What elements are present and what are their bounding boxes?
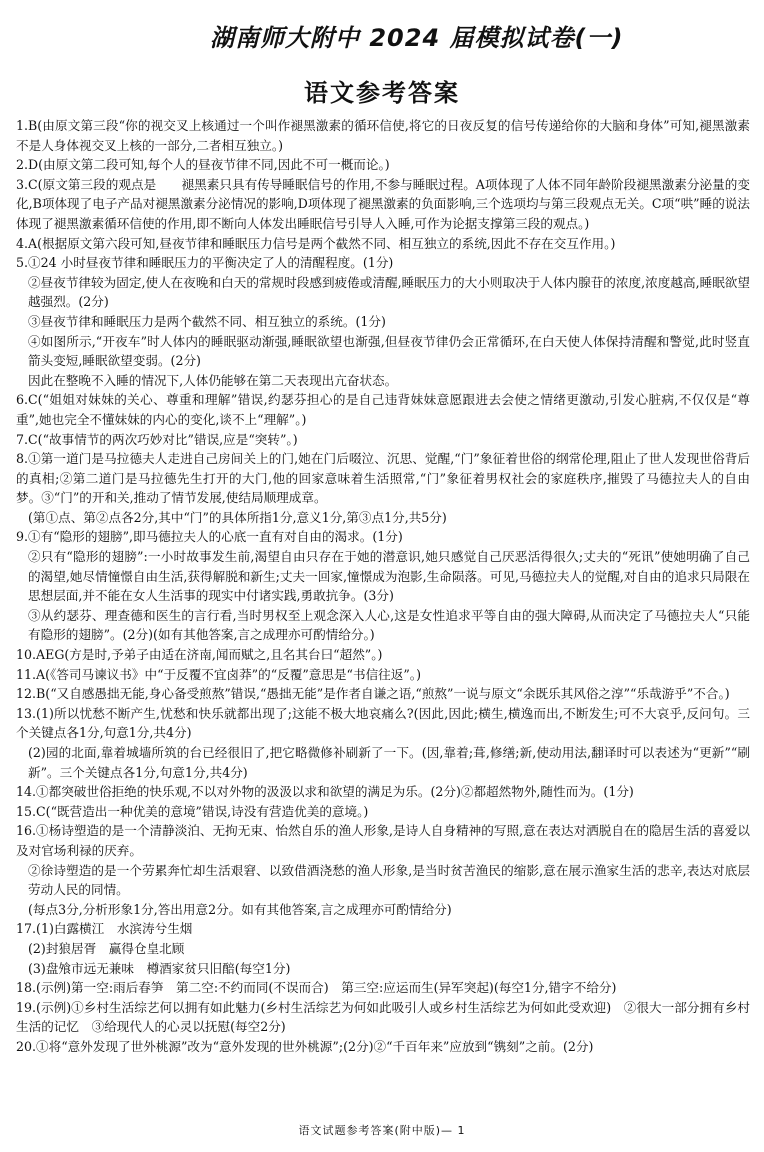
answer-subpoint: ②只有“隐形的翅膀”:一小时故事发生前,渴望自由只存在于她的潜意识,她只感觉自己厌恶活得很久;丈夫的“死讯”使她明确了自己的渴望,她尽情憧憬自由生活,获得解脱和新生;丈夫一回家,憧憬成为泡影,生命陨落。可见,马德拉夫人的觉醒,对自由的追求只局限在思想层面,并不能在女人生活事的现实中付诸实践,勇敢抗争。(3分)	[28, 549, 750, 604]
answer-item-16	[16, 821, 750, 919]
answer-item-11	[16, 665, 750, 685]
answer-item-7	[16, 430, 750, 450]
answer-item-20	[16, 1037, 750, 1057]
answer-subpoint: (第①点、第②点各2分,其中“门”的具体所指1分,意义1分,第③点1分,共5分)	[28, 509, 447, 525]
answer-item-14	[16, 782, 750, 802]
answer-text: 3.C(原文第三段的观点是 褪黑素只具有传导睡眠信号的作用,不参与睡眠过程。A项体现了人体不同年龄阶段褪黑激素分泌量的变化,B项体现了电子产品对褪黑激素分泌情况的影响,D项体现了褪黑激素的负面影响,三个选项均与第三段观点无关。C项“哄”睡的说法体现了褪黑激素循环信使的作用,即不断向人体发出睡眠信号引导人入睡,可作为论据支撑第三段的观点。)	[16, 176, 750, 231]
answer-item-10	[16, 645, 750, 665]
answer-text: 7.C(“故事情节的两次巧妙对比”错误,应是“突转”。)	[16, 431, 298, 447]
answer-subpoint: (2)园的北面,靠着城墙所筑的台已经很旧了,把它略微修补刷新了一下。(因,靠着;葺,修缮;新,使动用法,翻译时可以表述为“更新”“刷新”。三个关键点各1分,句意1分,共4分)	[28, 745, 750, 780]
answer-key-subtitle: 语文参考答案	[304, 79, 460, 107]
page-footer: 语文试题参考答案(附中版)— 1	[298, 1124, 466, 1137]
answer-subpoint: ②徐诗塑造的是一个劳累奔忙却生活艰窘、以致借酒浇愁的渔人形象,是当时贫苦渔民的缩影,意在展示渔家生活的悲辛,表达对底层劳动人民的同情。	[28, 862, 750, 898]
answer-subpoint: ③从约瑟芬、理查德和医生的言行看,当时男权至上观念深入人心,这是女性追求平等自由的强大障碍,从而决定了马德拉夫人“只能有隐形的翅膀”。(2分)(如有其他答案,言之成理亦可酌情给分。)	[28, 607, 750, 643]
answer-list	[16, 116, 750, 1057]
answer-text: 19.(示例)①乡村生活综艺何以拥有如此魅力(乡村生活综艺为何如此吸引人或乡村生活综艺为何如此受欢迎) ②很大一部分拥有乡村生活的记忆 ③给现代人的心灵以抚慰(每空2分)	[16, 999, 750, 1035]
answer-text: 2.D(由原文第二段可知,每个人的昼夜节律不同,因此不可一概而论。)	[16, 157, 390, 173]
answer-text: 18.(示例)第一空:雨后春笋 第二空:不约而同(不误而合) 第三空:应运而生(异军突起)(每空1分,错字不给分)	[16, 980, 617, 996]
answer-text: 12.B(“又自感愚拙无能,身心备受煎熬”错误,“愚拙无能”是作者自谦之语,“煎熬”一说与原文“余既乐其风俗之淳”“乐哉游乎”不合。)	[16, 686, 730, 702]
answer-item-15	[16, 802, 750, 822]
answer-subpoint: (2)封狼居胥 赢得仓皇北顾	[28, 940, 185, 956]
answer-item-12	[16, 684, 750, 704]
answer-item-8	[16, 449, 750, 527]
answer-item-5	[16, 253, 750, 390]
answer-item-18	[16, 978, 750, 998]
answer-text: 14.①都突破世俗拒绝的快乐观,不以对外物的汲汲以求和欲望的满足为乐。(2分)②都超然物外,随性而为。(1分)	[16, 784, 634, 800]
answer-item-9	[16, 527, 750, 645]
answer-text: 5.①24 小时昼夜节律和睡眠压力的平衡决定了人的清醒程度。(1分)	[16, 255, 394, 271]
answer-subpoint: ②昼夜节律较为固定,使人在夜晚和白天的常规时段感到疲倦或清醒,睡眠压力的大小则取决于人体内腺苷的浓度,浓度越高,睡眠欲望越强烈。(2分)	[28, 274, 750, 310]
answer-subpoint: 因此在整晚不入睡的情况下,人体仍能够在第二天表现出亢奋状态。	[28, 372, 398, 388]
answer-text: 4.A(根据原文第六段可知,昼夜节律和睡眠压力信号是两个截然不同、相互独立的系统,因此不存在交互作用。)	[16, 235, 616, 251]
answer-text: 17.(1)白露横江 水滨涛兮生烟	[16, 921, 193, 937]
answer-subpoint: (3)盘飧市远无兼味 樽酒家贫只旧醅(每空1分)	[28, 960, 291, 976]
exam-title: 湖南师大附中 2024 届模拟试卷(一)	[210, 24, 624, 52]
answer-subpoint: (每点3分,分析形象1分,答出用意2分。如有其他答案,言之成理亦可酌情给分)	[28, 901, 452, 917]
page-header	[0, 18, 764, 108]
answer-text: 16.①杨诗塑造的是一个清静淡泊、无拘无束、怡然自乐的渔人形象,是诗人自身精神的写照,意在表达对洒脱自在的隐居生活的喜爱以及对官场利禄的厌弃。	[16, 823, 750, 858]
answer-text: 20.①将“意外发现了世外桃源”改为“意外发现的世外桃源”;(2分)②“千百年来”应放到“镌刻”之前。(2分)	[16, 1038, 594, 1054]
answer-text: 15.C(“既营造出一种优美的意境”错误,诗没有营造优美的意境。)	[16, 803, 369, 819]
answer-item-1	[16, 116, 750, 155]
answer-text: 6.C(“姐姐对妹妹的关心、尊重和理解”错误,约瑟芬担心的是自己违背妹妹意愿跟进去会使之情绪更激动,引发心脏病,不仅仅是“尊重”,她也完全不懂妹妹的内心的变化,谈不上“理解”。)	[16, 392, 750, 427]
answer-text: 1.B(由原文第三段“你的视交叉上核通过一个叫作褪黑激素的循环信使,将它的日夜反复的信号传递给你的大脑和身体”可知,褪黑激素不是人身体视交叉上核的一部分,二者相互独立。)	[16, 118, 750, 153]
answer-item-2	[16, 155, 750, 175]
answer-item-17	[16, 919, 750, 978]
answer-text: 13.(1)所以忧愁不断产生,忧愁和快乐就都出现了;这能不极大地哀痛么?(因此,因此;横生,横逸而出,不断发生;可不大哀乎,反问句。三个关键点各1分,句意1分,共4分)	[16, 705, 750, 741]
answer-subpoint: ③昼夜节律和睡眠压力是两个截然不同、相互独立的系统。(1分)	[28, 313, 386, 329]
answer-text: 8.①第一道门是马拉德夫人走进自己房间关上的门,她在门后啜泣、沉思、觉醒,“门”象征着世俗的纲常伦理,阻止了世人发现世俗背后的真相;②第二道门是马拉德先生打开的大门,他的回家意味着生活照常,“门”象征着男权社会的家庭秩序,摧毁了马德拉夫人的自由梦。③“门”的开和关,推动了情节发展,使结局顺理成章。	[16, 451, 750, 506]
answer-text: 10.AEG(方是时,予弟子由适在济南,闻而赋之,且名其台曰“超然”。)	[16, 647, 383, 663]
answer-item-4	[16, 234, 750, 254]
answer-item-6	[16, 390, 750, 429]
answer-text: 11.A(《答司马谏议书》中“于反覆不宜卤莽”的“反覆”意思是“书信往返”。)	[16, 666, 422, 682]
answer-text: 9.①有“隐形的翅膀”,即马德拉夫人的心底一直有对自由的渴求。(1分)	[16, 529, 403, 545]
answer-subpoint: ④如图所示,“开夜车”时人体内的睡眠驱动渐强,睡眠欲望也渐强,但昼夜节律仍会正常循环,在白天使人体保持清醒和警觉,此时竖直箭头变短,睡眠欲望变弱。(2分)	[28, 333, 750, 369]
answer-item-13	[16, 704, 750, 782]
answer-item-3	[16, 175, 750, 234]
answer-item-19	[16, 998, 750, 1037]
